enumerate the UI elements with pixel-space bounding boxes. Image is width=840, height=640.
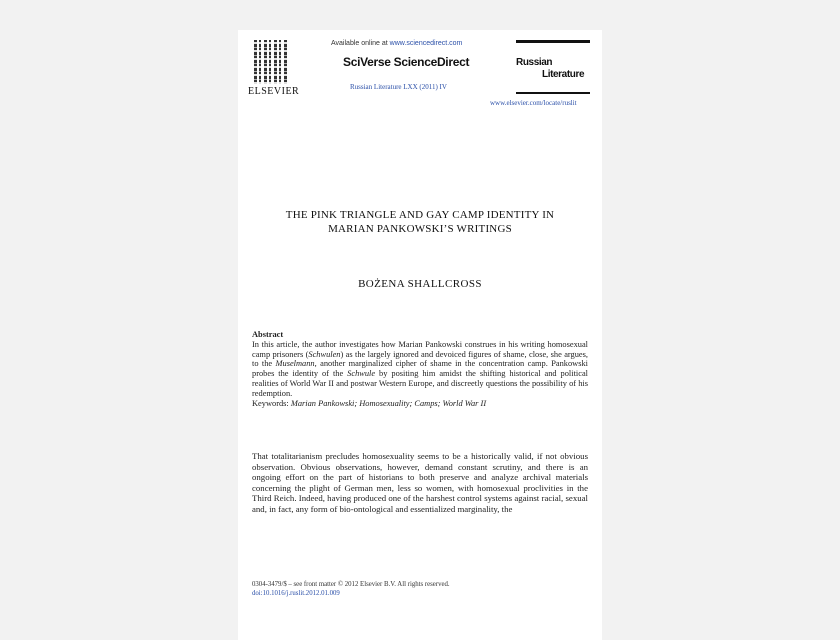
available-prefix: Available online at (331, 40, 390, 47)
sciverse-title: SciVerse ScienceDirect (343, 55, 470, 69)
title-line-1: THE PINK TRIANGLE AND GAY CAMP IDENTITY IN (285, 209, 555, 221)
abstract-text: In this article, the author investigates how Marian Pankowski construes in his writing homosexual camp prisoners (Schwulen) as the largely ignored and devoiced figures of shame, close, she argues, to the Muselmann, another marginalized cipher of shame in the concentration camp. Pankowski probes the identity of the Schwule by positing him amidst the shifting historical and political realities of World War II and postwar Western Europe, and discreetly questions the possibility of his redemption. (252, 339, 589, 398)
abstract-section (252, 330, 588, 408)
abstract-heading: Abstract (252, 330, 284, 339)
body-paragraph: That totalitarianism precludes homosexuality seems to be a historically valid, if not obvious observation. Obvious observations, however, demand constant scrutiny, and there is an ongoing effort on the part of historians to both preserve and analyze archival materials concerning the plight of German men, less so women, with homosexual proclivities in the Third Reich. Indeed, having produced one of the harshest control systems against racial, sexual and, in fact, any form of bio-ontological and essentialized marginality, the (252, 451, 588, 514)
journal-url-link[interactable]: www.elsevier.com/locate/ruslit (490, 99, 577, 107)
doi-link[interactable]: doi:10.1016/j.ruslit.2012.01.009 (252, 590, 340, 597)
journal-logo-line2: Literature (542, 69, 585, 80)
journal-logo-line1: Russian (516, 57, 553, 68)
title-line-2: MARIAN PANKOWSKI’S WRITINGS (328, 223, 512, 235)
article-title (238, 208, 602, 236)
available-online (331, 40, 462, 47)
article-author: BOŻENA SHALLCROSS (358, 278, 482, 290)
elsevier-tree-icon (254, 40, 288, 84)
copyright-line: 0304-3479/$ – see front matter © 2012 Elsevier B.V. All rights reserved. (252, 581, 450, 588)
journal-issue: Russian Literature LXX (2011) IV (350, 83, 447, 91)
keywords: Keywords: Marian Pankowski; Homosexuality; Camps; World War II (252, 398, 487, 408)
elsevier-logo (248, 40, 300, 100)
logo-rule-bottom (516, 92, 590, 94)
journal-logo (516, 40, 590, 98)
footer (252, 580, 450, 598)
logo-rule-top (516, 40, 590, 43)
elsevier-label: ELSEVIER (248, 86, 300, 97)
sciencedirect-link[interactable]: www.sciencedirect.com (389, 40, 463, 47)
article-page (238, 30, 602, 640)
